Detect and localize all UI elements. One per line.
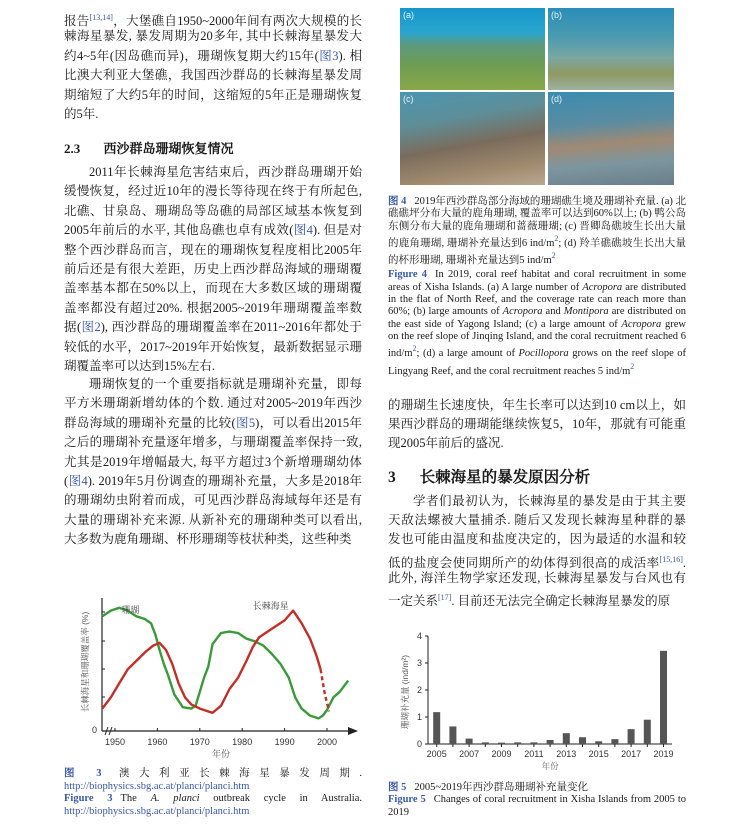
text-run: outbreak cycle in Australia. <box>199 793 362 804</box>
x-tick-label: 2015 <box>588 749 609 759</box>
text-run: 报告 <box>64 14 90 28</box>
bar-2010 <box>514 742 521 744</box>
figure-label: 图 5 <box>388 782 407 793</box>
y-tick-label: 2 <box>416 685 422 695</box>
bar-2018 <box>644 720 651 744</box>
text-run: 盖率基本都在50%以上，而现在大多数区域的珊瑚覆 <box>64 281 362 296</box>
text-line <box>64 8 362 27</box>
citation-superscript[interactable]: [17] <box>438 592 452 602</box>
text-run: 之后的珊瑚补充量逐年增多，与珊瑚覆盖率保持一致, <box>64 435 362 450</box>
italic-term: Acropora <box>621 318 662 330</box>
text-run: 较低的水平，2017~2019年开始恢复，最新数据显示珊 <box>64 339 362 354</box>
text-line <box>64 375 362 394</box>
text-run: 学者们最初认为，长棘海星的暴发是由于其主要 <box>413 494 686 508</box>
bar-2017 <box>628 729 635 744</box>
text-run: 缓慢恢复，经过近10年的漫长等待现在终于有所起色, <box>64 184 362 199</box>
figure3-caption-cn <box>64 767 362 793</box>
figure3-chart <box>64 596 362 761</box>
text-run: ; (d) 羚羊礁礁坡生长出大量的杯形珊瑚, 珊瑚补充量达到5 ind/m <box>388 237 686 267</box>
citation-superscript: 2 <box>412 344 417 354</box>
left-para1 <box>64 8 362 124</box>
x-tick-label: 2000 <box>316 737 338 747</box>
text-run: 据( <box>64 320 82 335</box>
text-line <box>388 588 686 607</box>
text-line <box>64 279 362 298</box>
text-run: 的珊瑚幼虫附着而成，可见西沙群岛海域每年还是有 <box>64 493 362 508</box>
bar-2008 <box>482 742 489 744</box>
series-label-starfish: 长棘海星 <box>252 601 289 611</box>
text-line <box>64 105 362 124</box>
text-run: 珊瑚恢复的一个重要指标就是珊瑚补充量，即每 <box>89 377 362 391</box>
text-run: 期缩短了大约5年的时间，这缩短的5年正是珊瑚恢复 <box>64 87 362 102</box>
text-line <box>388 434 686 453</box>
text-line <box>64 453 362 472</box>
text-run: 天敌法螺被大量捕杀. 随后又发现长棘海星种群的暴 <box>388 513 686 528</box>
text-run: ). 2019年5月份调查的珊瑚补充量，大多是2018年 <box>87 473 362 488</box>
heading-number: 3 <box>388 469 396 486</box>
text-run: 低的盐度会使同期所产的幼体得到很高的成活率 <box>388 555 660 570</box>
x-tick-label: 1960 <box>147 737 168 747</box>
figure-label: Figure 3 <box>64 793 113 804</box>
citation-superscript: 2 <box>554 233 559 243</box>
text-line <box>64 202 362 221</box>
photo-panel-a <box>400 8 545 90</box>
text-run: 整个西沙群岛而言，现在的珊瑚恢复程度相比2005年 <box>64 242 362 257</box>
text-line <box>64 221 362 240</box>
text-run: 比澳大利亚大堡礁，我国西沙群岛的长棘海星暴发周 <box>64 68 362 83</box>
text-run: The <box>120 793 151 804</box>
text-run: ; (d) a large amount of <box>416 348 519 360</box>
right-para2 <box>388 492 686 607</box>
figure-label: Figure 5 <box>388 794 426 806</box>
x-axis-label: 年份 <box>211 749 231 759</box>
figure-link[interactable]: http://biophysics.sbg.ac.at/planci/planci.htm <box>64 805 250 817</box>
figure-link[interactable]: 图4 <box>293 223 313 238</box>
figure-link[interactable]: http://biophysics.sbg.ac.at/planci/planci.htm <box>64 781 250 792</box>
italic-term: A. planci <box>150 793 200 804</box>
x-tick-label: 2009 <box>491 749 512 759</box>
text-line <box>388 415 686 434</box>
italic-term: Acropora <box>502 306 543 318</box>
y-tick-label: 1 <box>416 712 422 722</box>
text-run: 前后还是有很大差距，历史上西沙群岛海域的珊瑚覆 <box>64 261 362 276</box>
text-line <box>64 414 362 433</box>
figure5-chart <box>388 625 686 775</box>
text-run: 的5年. <box>64 106 99 121</box>
panel-label: (a) <box>403 10 414 20</box>
x-tick-label: 2011 <box>524 749 544 759</box>
text-line <box>64 27 362 46</box>
figure-link[interactable]: 图4 <box>68 473 88 488</box>
x-tick-label: 2017 <box>621 749 642 759</box>
text-line <box>64 66 362 85</box>
text-line <box>64 472 362 491</box>
y-axis-label: 长棘海星和珊瑚覆盖率 (%) <box>80 611 90 713</box>
figure4-caption <box>388 196 686 378</box>
x-tick-label: 1990 <box>274 737 295 747</box>
series-label-coral: 珊瑚 <box>121 605 140 615</box>
panel-label: (d) <box>551 94 562 104</box>
text-run: 大量的珊瑚补充来源. 从新补充的珊瑚种类可以看出, <box>64 512 362 527</box>
y-tick-label: 4 <box>416 631 422 641</box>
series-line-starfish <box>102 611 320 713</box>
panel-label: (c) <box>403 94 414 104</box>
text-line <box>64 357 362 376</box>
bar-2006 <box>449 726 456 744</box>
bar-2005 <box>433 712 440 744</box>
text-run: 北礁、甘泉岛、珊瑚岛等岛礁的局部区域基本恢复到 <box>64 203 362 218</box>
figure4-caption-en <box>388 269 686 377</box>
x-axis-arrow <box>348 727 358 735</box>
bar-2013 <box>563 733 570 744</box>
citation-superscript: 2 <box>630 361 635 371</box>
text-run: 澳大利亚长棘海星暴发周期. <box>109 768 363 779</box>
x-tick-label: 1970 <box>189 737 210 747</box>
text-run: )，可以看出2015年 <box>255 415 362 430</box>
text-line <box>64 86 362 105</box>
text-run: 平方米珊瑚新增幼体的个数. 通过对2005~2019年西沙 <box>64 396 362 411</box>
text-line <box>64 433 362 452</box>
section-heading-2-3 <box>64 138 234 157</box>
text-run: 尤其是2019年增幅最大, 每平方超过3个新增珊瑚幼体 <box>64 454 362 469</box>
figure-link[interactable]: 图3 <box>318 48 339 63</box>
text-line <box>64 318 362 337</box>
photo-panel-d <box>548 92 674 185</box>
text-line <box>388 569 686 588</box>
x-tick-label: 2007 <box>459 749 480 759</box>
text-run: 2011年长棘海星危害结束后，西沙群岛珊瑚开始 <box>89 165 362 179</box>
x-axis-label: 年份 <box>541 761 559 771</box>
text-line <box>64 511 362 530</box>
text-run: 群岛海域的珊瑚补充量的比较( <box>64 415 236 430</box>
text-run: ). 但是对 <box>312 223 362 238</box>
x-tick-label: 2019 <box>653 749 674 759</box>
y-axis-label: 珊瑚补充量 (ind/m²) <box>400 654 410 730</box>
text-line <box>64 241 362 260</box>
figure-link[interactable]: 图2 <box>81 320 101 335</box>
text-run: grows on the reef slope of Lingyang Reef, and the coral recruitment reaches 5 ind/m <box>388 348 687 377</box>
text-run: ), 西沙群岛的珊瑚覆盖率在2011~2016年都处于 <box>100 320 362 335</box>
text-run: grew on the reef slope of Jinqing Island, and the coral recruitment reached 6 ind/m <box>388 318 686 360</box>
citation-superscript[interactable]: [13,14] <box>89 13 113 22</box>
citation-superscript[interactable]: [15,16] <box>659 554 683 564</box>
text-run: 2005年前后的水平, 其他岛礁也卓有成效( <box>64 223 294 238</box>
left-para2 <box>64 163 362 376</box>
x-tick-label: 2013 <box>556 749 577 759</box>
text-run: 的珊瑚生长速度快，年生长率可以达到10 cm以上，如 <box>388 398 686 412</box>
text-run: Changes of coral recruitment in Xisha Islands from 2005 to 2019 <box>388 794 686 818</box>
text-run: In 2019, coral reef habitat and coral recruitment in some areas of Xisha Islands. (a) A large number of <box>388 269 686 293</box>
figure4-caption-cn <box>388 196 686 267</box>
text-run: 2019年西沙群岛部分海域的珊瑚礁生境及珊瑚补充量. (a) 北礁礁坪分布大量的鹿角珊瑚, 覆盖率可以达到60%以上; (b) 鸭公岛东侧分布大量的鹿角珊瑚和蔷薇珊瑚; (c) 晋卿岛礁坡生长出大量的鹿角珊瑚, 珊瑚补充量达到6 ind/m <box>388 196 687 249</box>
bar-2011 <box>530 742 537 744</box>
text-run: ，大堡礁自1950~2000年间有两次大规模的长 <box>112 14 362 28</box>
italic-term: Pocillopora <box>518 348 569 360</box>
heading-text: 长棘海星的暴发原因分析 <box>419 469 591 486</box>
text-line <box>388 492 686 511</box>
text-line <box>64 491 362 510</box>
text-run: 盖率都没有超过20%. 根据2005~2019年珊瑚覆盖率数 <box>64 300 362 315</box>
y-tick-label: 0 <box>416 739 422 749</box>
y-tick-label: 0 <box>91 725 97 735</box>
bar-2015 <box>595 741 602 744</box>
figure3-caption-en <box>64 793 362 818</box>
figure-label: 图 4 <box>388 196 407 207</box>
figure-label: 图 3 <box>64 768 102 779</box>
text-run: 此外, 海洋生物学家还发现, 长棘海星暴发与台风也有 <box>388 570 686 585</box>
text-line <box>64 299 362 318</box>
section-heading-3 <box>388 465 590 487</box>
right-para1 <box>388 396 686 454</box>
text-line <box>64 530 362 549</box>
text-run: are distributed on the east side of Yagong Island; (c) a large amount of <box>388 306 686 330</box>
panel-label: (b) <box>551 10 562 20</box>
bar-2019 <box>660 651 667 744</box>
text-run: 一定关系 <box>388 593 439 608</box>
text-run: are distributed in the flat of North Reef, and the coverage rate can reach more than 60%; (b) large amounts of <box>388 281 686 318</box>
x-tick-label: 1980 <box>232 737 253 747</box>
text-line <box>64 182 362 201</box>
bar-2016 <box>611 739 618 744</box>
text-run: 果西沙群岛的珊瑚能继续恢复5，10年，那就有可能重 <box>388 417 686 432</box>
text-line <box>64 163 362 182</box>
series-line-starfish-dashed <box>321 669 330 711</box>
bar-2012 <box>547 740 554 744</box>
text-run: ( <box>64 473 69 488</box>
italic-term: Acropora <box>582 281 623 293</box>
text-line <box>64 394 362 413</box>
text-run: and <box>542 306 564 318</box>
figure-label: Figure 4 <box>388 269 428 281</box>
text-run: 发也可能由温度和盐度决定的，因为最适的水温和较 <box>388 532 686 547</box>
x-tick-label: 2005 <box>426 749 447 759</box>
x-tick-label: 1950 <box>104 737 126 747</box>
text-run: 2005~2019年西沙群岛珊瑚补充量变化 <box>414 782 589 793</box>
left-para3 <box>64 375 362 550</box>
bar-2007 <box>466 739 473 744</box>
series-line-coral <box>102 608 348 719</box>
heading-number: 2.3 <box>64 141 81 156</box>
text-run: 现2005年前后的盛况. <box>388 436 504 451</box>
text-line <box>388 511 686 530</box>
figure-link[interactable]: 图5 <box>235 415 256 430</box>
figure5-caption-en <box>388 794 686 819</box>
text-line <box>388 550 686 569</box>
photo-panel-c <box>400 92 545 185</box>
text-run: 棘海星暴发, 暴发周期为20多年, 其中长棘海星暴发大 <box>64 29 362 44</box>
heading-text: 西沙群岛珊瑚恢复情况 <box>103 141 234 156</box>
text-line <box>64 47 362 66</box>
figure5-caption <box>388 782 686 819</box>
text-run: ). 相 <box>338 48 362 63</box>
y-tick-label: 3 <box>416 658 422 668</box>
bar-2014 <box>579 737 586 744</box>
text-run: 大多数为鹿角珊瑚、杯形珊瑚等枝状种类，这些种类 <box>64 532 352 547</box>
text-line <box>64 260 362 279</box>
text-run: 瑚覆盖率可以达到15%左右. <box>64 358 216 373</box>
bar-2009 <box>498 743 505 744</box>
figure3-caption <box>64 767 362 818</box>
text-run: . 目前还无法完全确定长棘海星暴发的原 <box>451 593 671 608</box>
citation-superscript: 2 <box>551 251 556 261</box>
text-line <box>388 530 686 549</box>
italic-term: Montipora <box>563 306 609 318</box>
text-line <box>64 338 362 357</box>
text-line <box>388 396 686 415</box>
figure5-caption-cn <box>388 782 686 794</box>
text-run: . <box>682 555 686 570</box>
photo-panel-b <box>548 8 674 90</box>
text-run: 约4~5年(因岛礁而异)，珊瑚恢复期大约15年( <box>64 48 319 63</box>
